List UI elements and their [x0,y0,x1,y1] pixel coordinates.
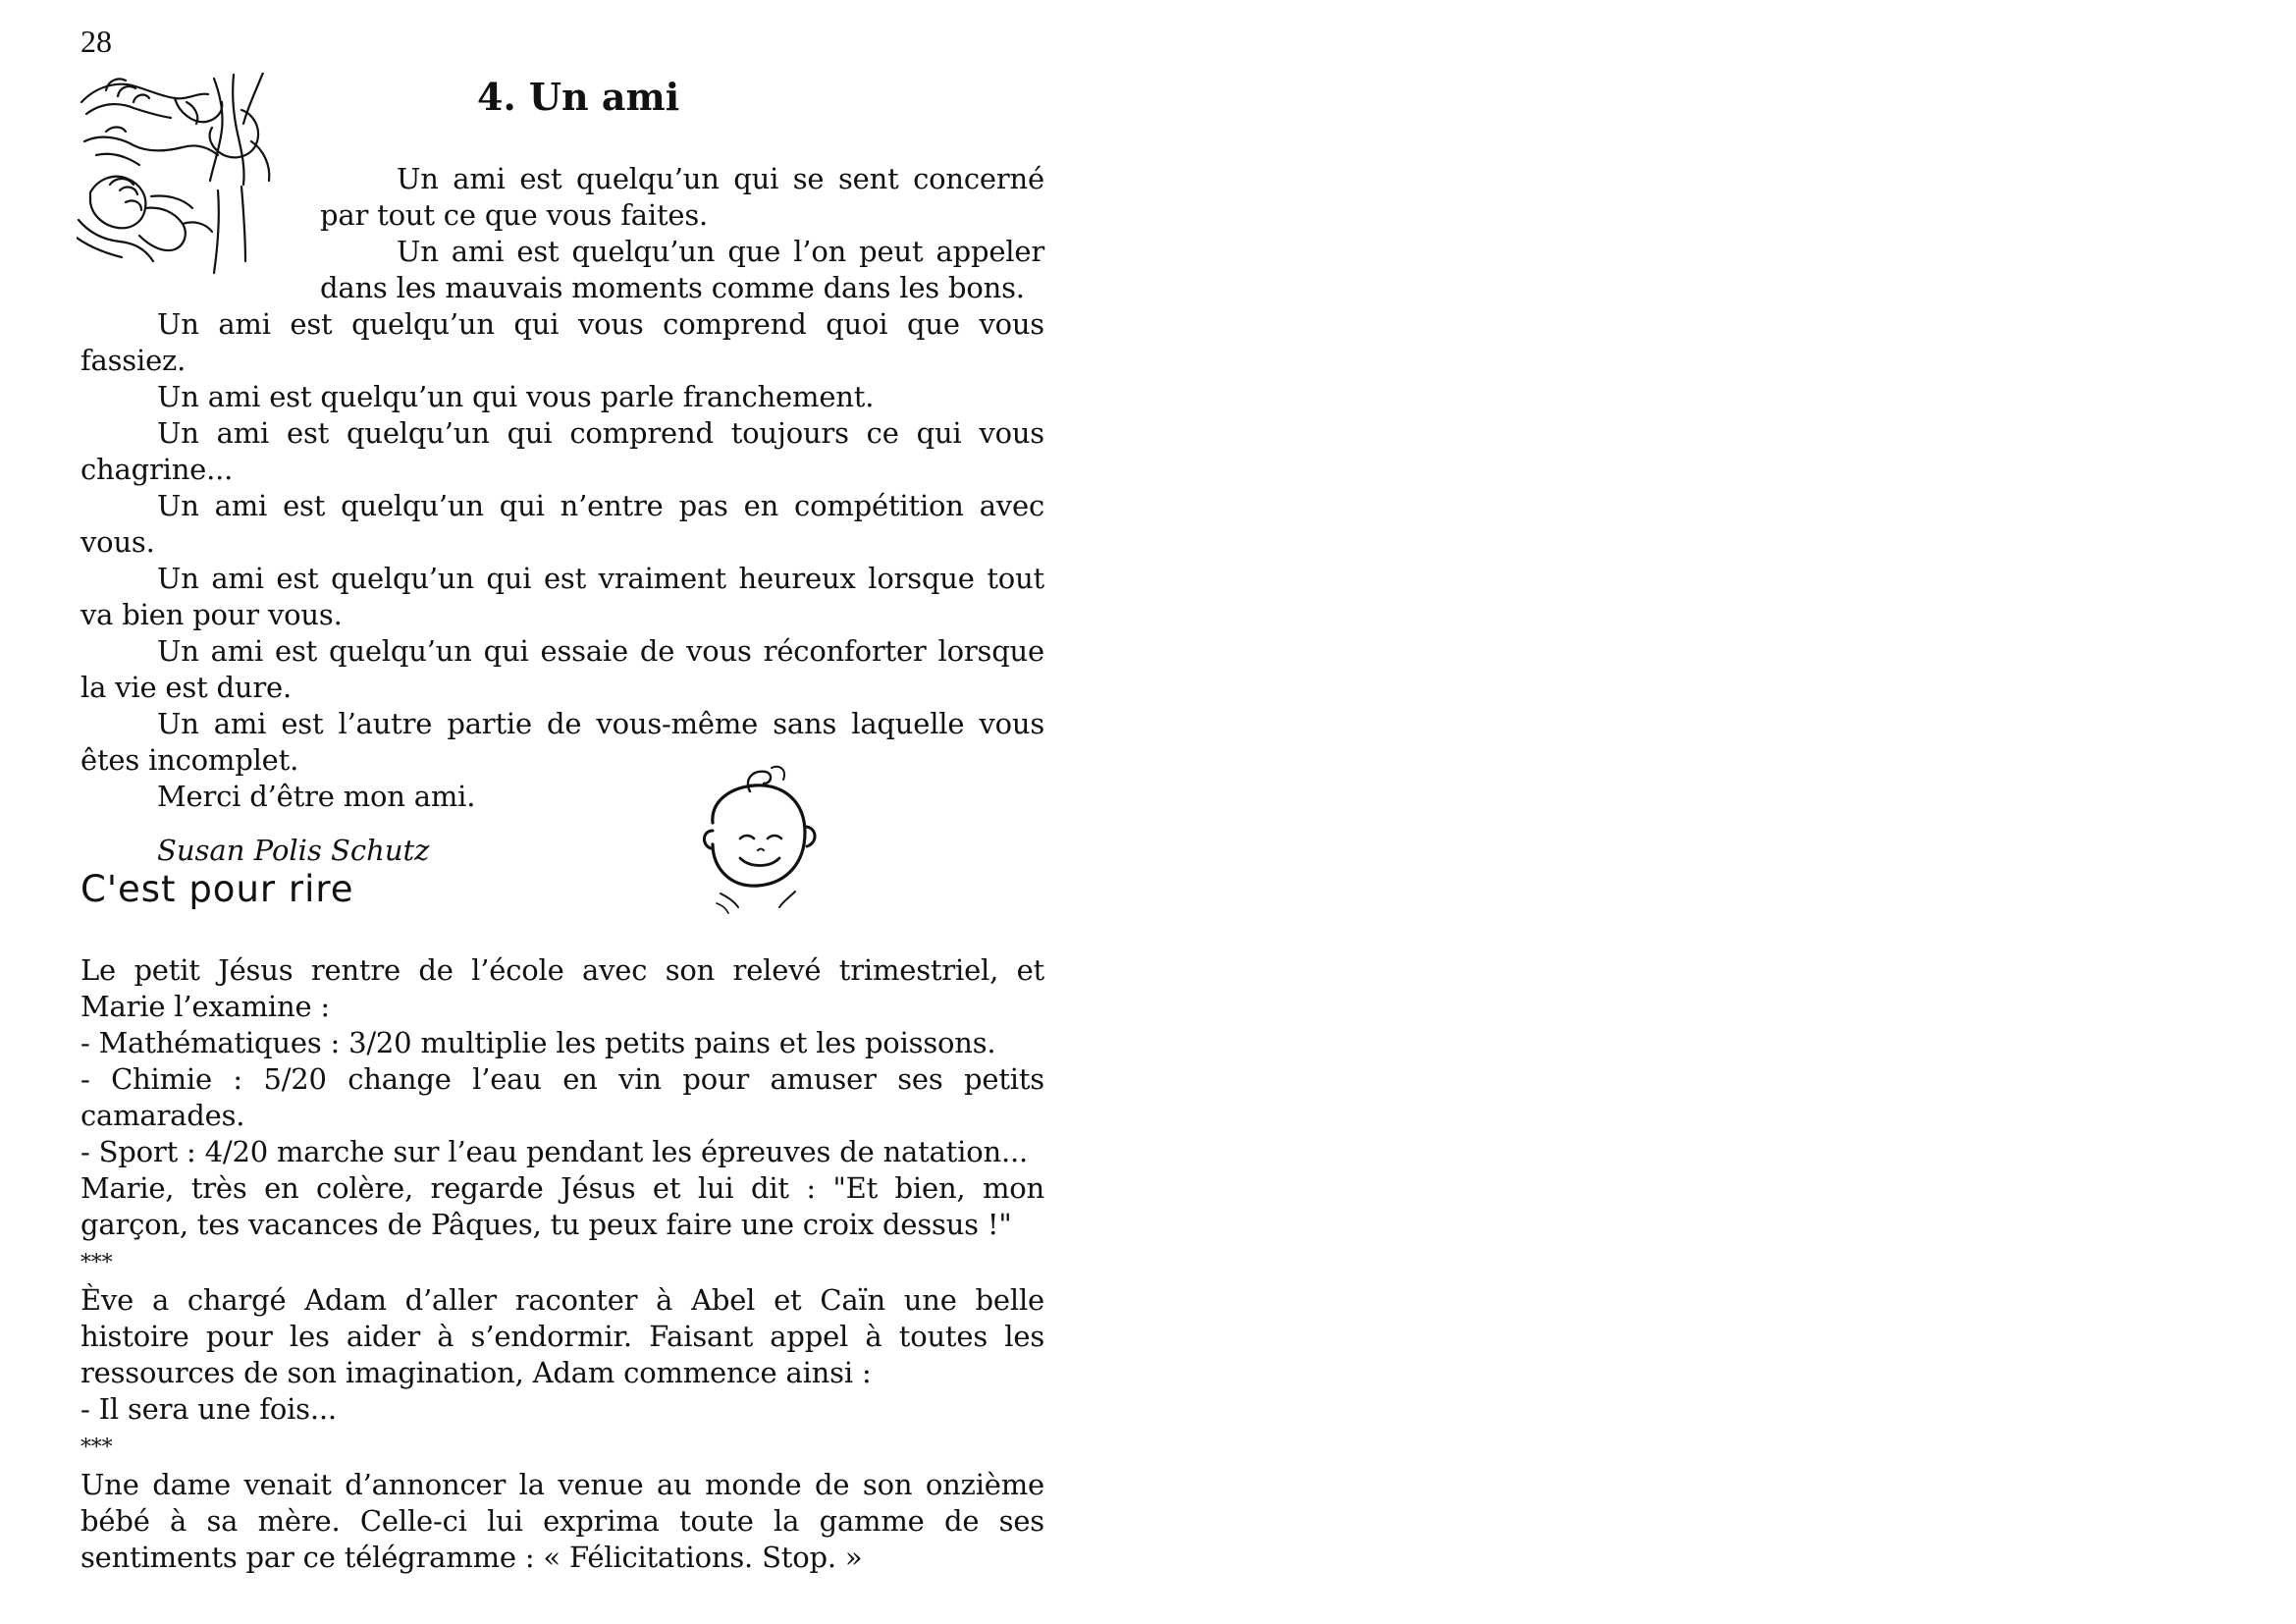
poem-line: Un ami est quelqu’un qui se sent concerné par tout ce que vous faites. [320,162,1044,232]
section-title: 4. Un ami [477,75,680,119]
poem-line: Merci d’être mon ami. [157,780,476,813]
poem-line: Un ami est quelqu’un qui n’entre pas en compétition avec vous. [80,489,1044,559]
poem [80,161,1044,869]
joke-line: Le petit Jésus rentre de l’école avec son relevé trimestriel, et Marie l’examine : [80,953,1044,1023]
right-page-blank [1148,0,2296,1624]
joke-line: - Il sera une fois... [80,1392,337,1426]
joke-line: - Mathématiques : 3/20 multiplie les petits pains et les poissons. [80,1026,996,1059]
joke-line: Une dame venait d’annoncer la venue au monde de son onzième bébé à sa mère. Celle-ci lui exprima toute la gamme de ses sentiments par ce télégramme : « Félicitations. Stop. » [80,1468,1044,1574]
poem-line: Un ami est quelqu’un qui vous comprend quoi que vous fassiez. [80,307,1044,377]
joke-line: Ève a chargé Adam d’aller raconter à Abel et Caïn une belle histoire pour les aider à s’endormir. Faisant appel à toutes les ressources de son imagination, Adam commence ainsi : [80,1283,1044,1389]
poem-line: Un ami est quelqu’un qui essaie de vous réconforter lorsque la vie est dure. [80,634,1044,704]
poem-line: Un ami est quelqu’un que l’on peut appeler dans les mauvais moments comme dans les bons. [320,235,1044,304]
joke-line: - Chimie : 5/20 change l’eau en vin pour amuser ses petits camarades. [80,1062,1044,1132]
jokes-heading: C'est pour rire [80,868,354,910]
poem-line: Un ami est quelqu’un qui vous parle franchement. [157,380,875,413]
joke-separator: *** [80,1435,113,1460]
page-number: 28 [80,24,112,59]
poem-line: Un ami est quelqu’un qui comprend toujours ce qui vous chagrine... [80,416,1044,486]
smiling-baby-face-illustration [693,762,823,917]
joke-line: - Sport : 4/20 marche sur l’eau pendant les épreuves de natation... [80,1135,1028,1168]
jokes-section [80,952,1044,1576]
joke-separator: *** [80,1251,113,1275]
poem-line: Un ami est l’autre partie de vous-même sans laquelle vous êtes incomplet. [80,707,1044,777]
poem-author: Susan Polis Schutz [157,834,430,867]
poem-line: Un ami est quelqu’un qui est vraiment heureux lorsque tout va bien pour vous. [80,562,1044,631]
joke-line: Marie, très en colère, regarde Jésus et lui dit : "Et bien, mon garçon, tes vacances de Pâques, tu peux faire une croix dessus !" [80,1171,1044,1241]
